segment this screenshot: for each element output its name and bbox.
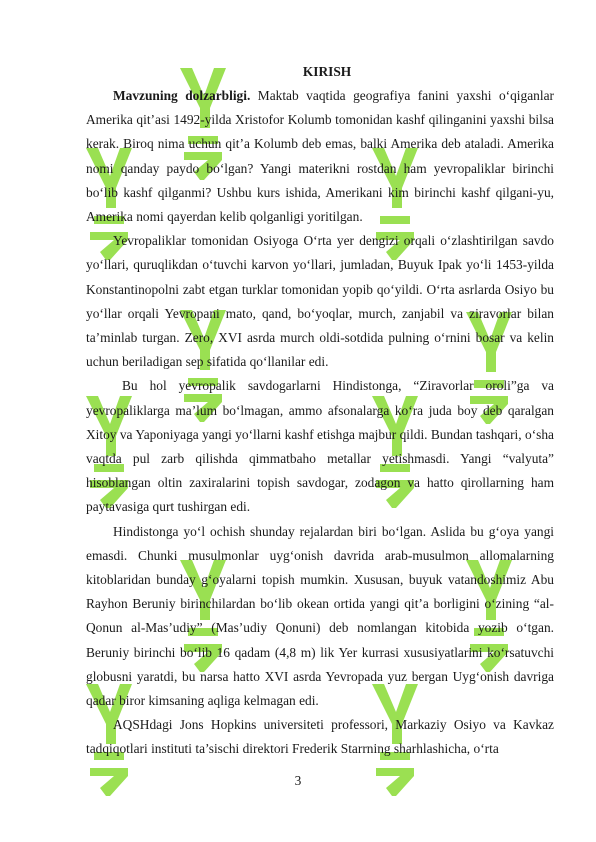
document-body: [86, 60, 554, 762]
paragraph-lead: Mavzuning dolzarbligi.: [113, 88, 251, 103]
paragraph-india-route: Hindistonga yo‘l ochish shunday rejalardan biri bo‘lgan. Aslida bu g‘oya yangi emasdi. Chunki musulmonlar uyg‘onish davrida arab-musulmon allomalarning kitoblaridan bunday g‘oyalarni topish mumkin. Xususan, buyuk vatandoshimiz Abu Rayhon Beruniy birinchilardan bo‘lib okean ortida yangi qit’a borligini o‘zining “al-Qonun al-Mas’udiy” (Mas’udiy Qonuni) deb nomlangan kitobida yozib o‘tgan. Beruniy birinchi bo‘lib 16 qadam (4,8 m) lik Yer kurrasi xususiyatlarini ko‘rsatuvchi globusni yaratdi, bu narsa hatto XVI asrda Yevropada yuz bergan Uyg‘onish davriga qadar biror kimsaning aqliga kelmagan edi.: [86, 523, 554, 709]
paragraph-starr: AQSHdagi Jons Hopkins universiteti professori, Markaziy Osiyo va Kavkaz tadqiqotlari instituti ta’sischi direktori Frederik Starrning sharhlashicha, o‘rta: [86, 717, 554, 757]
paragraph-trade-routes: Yevropaliklar tomonidan Osiyoga O‘rta yer dengizi orqali o‘zlashtirilgan savdo yo‘llari, quruqlikdan o‘tuvchi karvon yo‘llari, jumladan, Buyuk Ipak yo‘li 1453-yilda Konstantinopolni zabt etgan turklar tomonidan yopib qo‘yildi. O‘rta asrlarda Osiyo bu yo‘llar orqali Yevropani mato, qand, bo‘yoqlar, murch, zanjabil va ziravorlar bilan ta’minlab turgan. Zero, XVI asrda murch oldi-sotdida pulning o‘rnini bosar va kelin uchun beriladigan sep sifatida qo‘llanilar edi.: [86, 233, 554, 370]
paragraph-relevance: [86, 84, 554, 229]
paragraph-new-routes: Bu hol yevropalik savdogarlarni Hindistonga, “Ziravorlar oroli”ga va yevropaliklarga ma’lum bo‘lmagan, ammo afsonalarga ko‘ra juda boy deb qaralgan Xitoy va Yaponiyaga yangi yo‘llarni kashf etishga majbur qildi. Bundan tashqari, o‘sha vaqtda pul zarb qilishda qimmatbaho metallar yetishmasdi. Yangi “valyuta” hisoblangan oltin zaxiralarini topish savdogar, zodagon va hatto qirollarning ham paytavasiga qurt tushirgan edi.: [86, 378, 554, 515]
page-title: KIRISH: [302, 64, 352, 79]
paragraph-text: Maktab vaqtida geografiya fanini yaxshi o‘qiganlar Amerika qit’asi 1492-yilda Xristofor Kolumb tomonidan kashf qilinganini yaxshi bilsa kerak. Biroq nima uchun qit’a Kolumb deb emas, balki Amerika deb ataladi. Amerika nomi qanday paydo bo‘lgan? Yangi materikni rostdan ham yevropaliklar birinchi bo‘lib kashf qilganmi? Ushbu kurs ishida, Amerikani kim birinchi kashf qilgani-yu, Amerika nomi qayerdan kelib qolganligi yoritilgan.: [86, 88, 554, 225]
page-number: 3: [294, 773, 302, 788]
